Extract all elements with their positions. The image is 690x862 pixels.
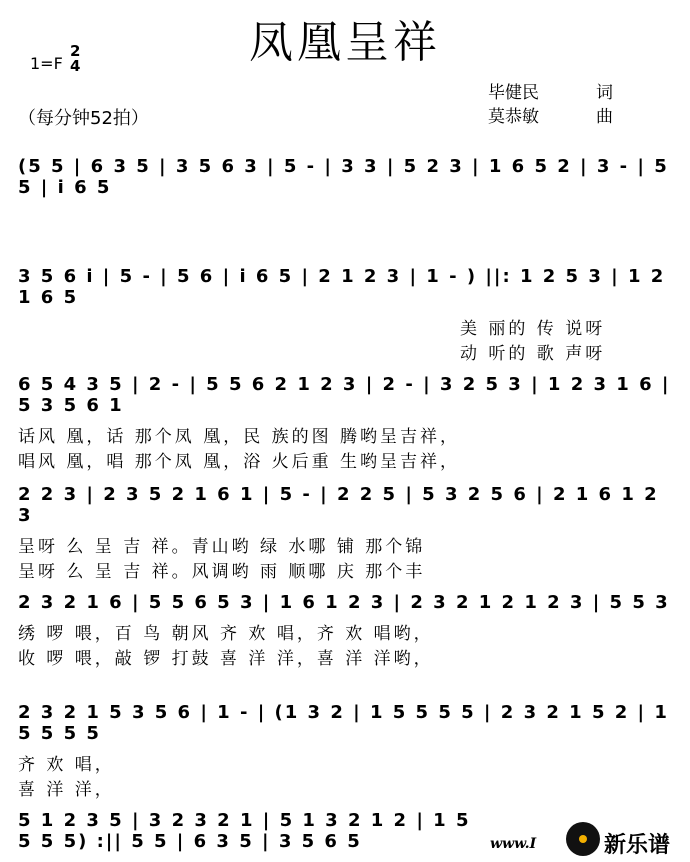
lyric-verse-1: 美 丽的 传 说呀: [460, 319, 606, 339]
score-line-1: [18, 156, 673, 198]
watermark-logo-text: 新乐谱: [604, 833, 671, 858]
notation-line: (5 5 | 6 3 5 | 3 5 6 3 | 5 - | 3 3 | 5 2 3 | 1 6 5 2 | 3 - | 5 5 | i 6 5: [18, 156, 669, 198]
score-line-6: [18, 702, 673, 800]
score-line-3: [18, 374, 673, 472]
notation-line: 2 3 2 1 6 | 5 5 6 5 3 | 1 6 1 2 3 | 2 3 2 1 2 1 2 3 | 5 5 3: [18, 592, 670, 613]
score-line-7: [18, 810, 488, 852]
lyricist-name: 毕健民: [488, 83, 539, 103]
key-signature: 1=F: [30, 54, 63, 73]
page-title: 凤凰呈祥: [249, 17, 441, 68]
lyric-verse-2: 动 听的 歌 声呀: [460, 344, 606, 364]
composer-name: 莫恭敏: [488, 107, 539, 127]
lyric-verse-1: 齐 欢 唱，: [18, 755, 115, 775]
notation-line: 2 3 2 1 5 3 5 6 | 1 - | (1 3 2 | 1 5 5 5 5 | 2 3 2 1 5 2 | 1 5 5 5 5: [18, 702, 669, 744]
notation-line: 2 2 3 | 2 3 5 2 1 6 1 | 5 - | 2 2 5 | 5 3 2 5 6 | 2 1 6 1 2 3: [18, 484, 659, 526]
lyric-verse-2: 呈呀 么 呈 吉 祥。风调哟 雨 顺哪 庆 那个丰: [18, 562, 426, 582]
lyric-verse-1: 绣 啰 喂，百 鸟 朝风 齐 欢 唱，齐 欢 唱哟，: [18, 624, 434, 644]
notation-line: 3 5 6 i | 5 - | 5 6 | i 6 5 | 2 1 2 3 | 1 - ) ||: 1 2 5 3 | 1 2 1 6 5: [18, 266, 666, 308]
lyric-verse-1: 话风 凰，话 那个凤 凰，民 族的图 腾哟呈吉祥，: [18, 427, 461, 447]
lyric-verse-2: 唱风 凰，唱 那个凤 凰，浴 火后重 生哟呈吉祥，: [18, 452, 461, 472]
lyric-verse-2: 喜 洋 洋，: [18, 780, 115, 800]
tempo-marking: （每分钟52拍）: [18, 108, 149, 129]
score-line-5: [18, 592, 673, 669]
score-line-4: [18, 484, 673, 582]
notation-line: 6 5 4 3 5 | 2 - | 5 5 6 2 1 2 3 | 2 - | 3 2 5 3 | 1 2 3 1 6 | 5 3 5 6 1: [18, 374, 671, 416]
lyric-verse-2: 收 啰 喂，敲 锣 打鼓 喜 洋 洋，喜 洋 洋哟，: [18, 649, 434, 669]
time-signature-bottom: 4: [70, 57, 81, 75]
time-signature-top: 2: [70, 42, 81, 60]
lyricist-role: 词: [596, 83, 613, 103]
score-line-2: [18, 266, 673, 364]
lyric-verse-1: 呈呀 么 呈 吉 祥。青山哟 绿 水哪 铺 那个锦: [18, 537, 426, 557]
notation-line: 5 1 2 3 5 | 3 2 3 2 1 | 5 1 3 2 1 2 | 1 5 5 5 5) :|| 5 5 | 6 3 5 | 3 5 6 5: [18, 810, 471, 852]
watermark-url: www.I: [490, 836, 537, 852]
composer-role: 曲: [596, 107, 613, 127]
time-signature: [70, 44, 80, 74]
record-disc-icon: [566, 822, 600, 856]
